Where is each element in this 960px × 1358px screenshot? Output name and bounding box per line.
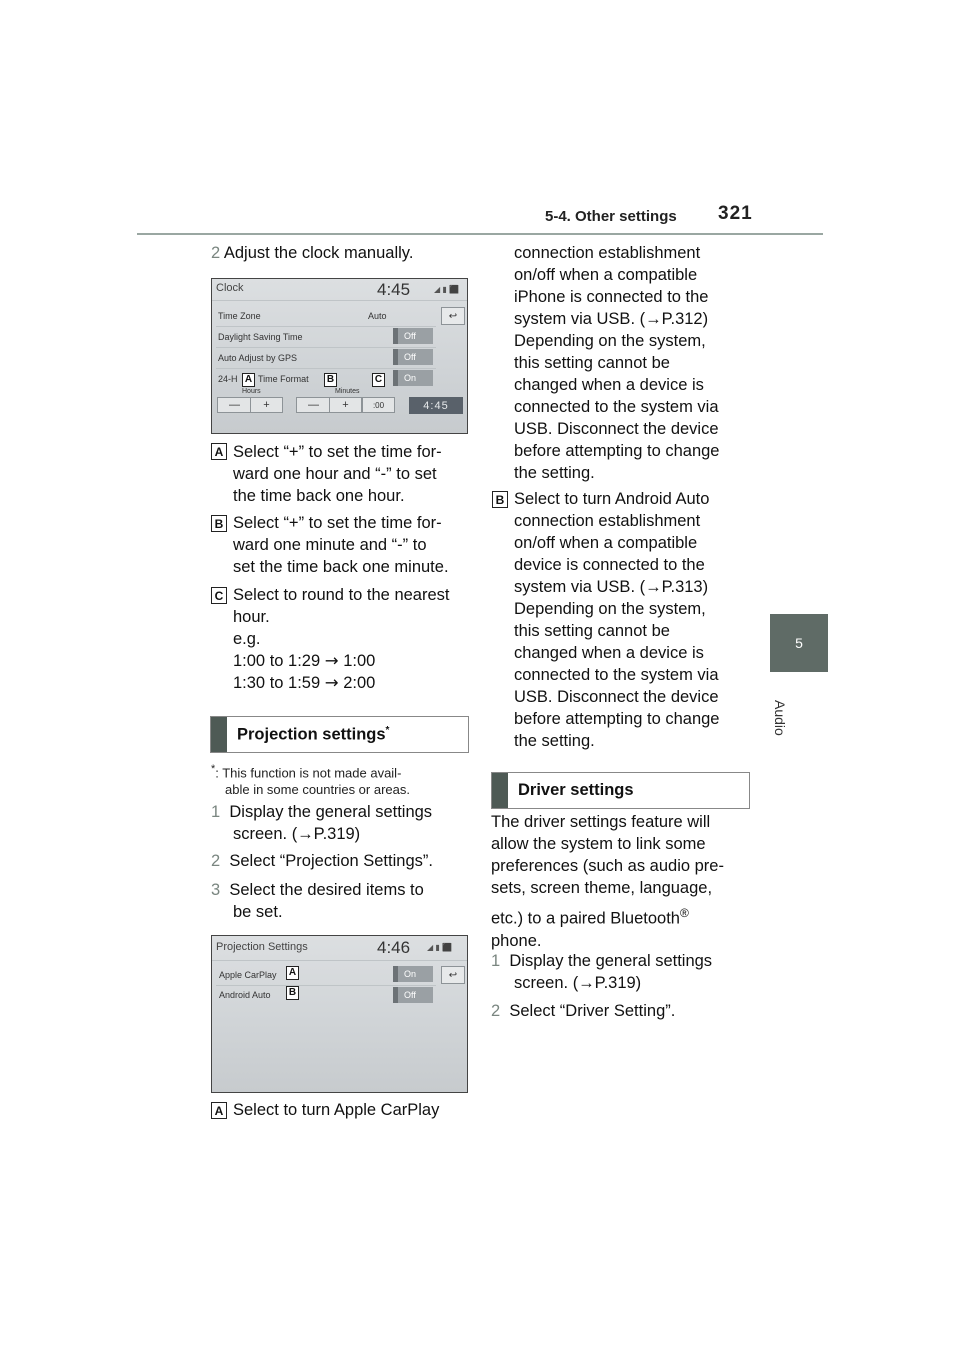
heading-label: Projection settings bbox=[237, 725, 386, 744]
screen-title: Projection Settings bbox=[216, 941, 308, 953]
toggle-value: Off bbox=[404, 990, 416, 1000]
row-label: Auto Adjust by GPS bbox=[218, 353, 298, 363]
text-line: USB. Disconnect the device bbox=[514, 420, 719, 438]
text-line: the setting. bbox=[514, 464, 595, 482]
text-line: ward one hour and “-” to set bbox=[233, 465, 437, 483]
minutes-plus-button[interactable]: + bbox=[329, 397, 362, 413]
divider bbox=[216, 347, 436, 348]
step-number: 2 bbox=[211, 852, 221, 870]
daylight-toggle[interactable] bbox=[393, 328, 433, 344]
heading-bar bbox=[492, 773, 508, 808]
text-line: on/off when a compatible bbox=[514, 266, 698, 284]
row-label: Android Auto bbox=[219, 990, 271, 1000]
text-line: hour. bbox=[233, 608, 270, 626]
example-line bbox=[233, 672, 449, 694]
projection-screenshot bbox=[211, 935, 468, 1093]
text-line: system via USB. (→P.313) bbox=[514, 578, 709, 596]
projection-item-a-text: Select to turn Apple CarPlay bbox=[233, 1101, 440, 1119]
projection-item-b-text bbox=[514, 488, 719, 752]
projection-step-3 bbox=[211, 879, 424, 923]
text-line: e.g. bbox=[233, 630, 261, 648]
toggle-value: On bbox=[404, 373, 417, 383]
step-text: Select “Driver Setting”. bbox=[509, 1002, 676, 1020]
callout-a: A bbox=[242, 373, 255, 387]
section-title: 5-4. Other settings bbox=[545, 208, 677, 225]
android-auto-toggle[interactable] bbox=[393, 987, 433, 1003]
label-b: B bbox=[211, 515, 227, 532]
step-text: screen. (→P.319) bbox=[233, 825, 361, 843]
round-button[interactable]: :00 bbox=[362, 397, 395, 413]
label-a: A bbox=[211, 443, 227, 460]
text-line: system via USB. (→P.312) bbox=[514, 310, 709, 328]
text-line: Select “+” to set the time for- bbox=[233, 514, 442, 532]
minutes-label: Minutes bbox=[335, 388, 360, 395]
step-number: 2 bbox=[491, 1002, 501, 1020]
text-line: connected to the system via bbox=[514, 666, 719, 684]
screen-title: Clock bbox=[216, 282, 244, 294]
toggle-value: Off bbox=[404, 352, 416, 362]
driver-settings-heading bbox=[491, 772, 750, 809]
text-line: Select to round to the nearest bbox=[233, 586, 450, 604]
row-label: Time Zone bbox=[218, 311, 261, 321]
asterisk: * bbox=[211, 763, 216, 775]
text-line: iPhone is connected to the bbox=[514, 288, 709, 306]
chapter-label-text: Audio bbox=[772, 700, 788, 736]
text-line: on/off when a compatible bbox=[514, 534, 698, 552]
example-to: 2:00 bbox=[343, 674, 376, 692]
minutes-minus-button[interactable]: — bbox=[296, 397, 331, 413]
step-number: 2 bbox=[211, 244, 221, 262]
text-line: phone. bbox=[491, 931, 542, 950]
projection-step-2 bbox=[211, 850, 433, 872]
driver-step-2 bbox=[491, 1000, 675, 1022]
example-from: 1:30 to 1:59 bbox=[233, 674, 321, 692]
text-line: before attempting to change bbox=[514, 442, 720, 460]
hours-label: Hours bbox=[242, 388, 261, 395]
line-text: etc.) to a paired Bluetooth bbox=[491, 909, 680, 928]
footnote-text: : This function is not made avail- bbox=[215, 765, 402, 781]
divider bbox=[216, 368, 436, 369]
callout-c: C bbox=[372, 373, 385, 387]
text-line: connection establishment bbox=[514, 244, 701, 262]
step-number: 3 bbox=[211, 881, 221, 899]
row-label: Apple CarPlay bbox=[219, 970, 277, 980]
step-text: screen. (→P.319) bbox=[514, 974, 642, 992]
divider bbox=[212, 300, 467, 301]
text-line: allow the system to link some bbox=[491, 835, 706, 853]
step-2 bbox=[211, 242, 413, 264]
heading-bar bbox=[211, 717, 227, 752]
arrow-icon: → bbox=[324, 673, 339, 692]
text-line: Depending on the system, bbox=[514, 332, 706, 350]
page-number: 321 bbox=[718, 203, 753, 224]
text-line: Depending on the system, bbox=[514, 600, 706, 618]
example-to: 1:00 bbox=[343, 652, 376, 670]
back-arrow-icon: ↩ bbox=[448, 310, 458, 322]
driver-step-1 bbox=[491, 950, 712, 994]
callout-a: A bbox=[286, 966, 299, 980]
chapter-label bbox=[762, 700, 802, 760]
back-button[interactable] bbox=[441, 966, 465, 984]
time-display: 4:45 bbox=[409, 397, 463, 414]
footnote-line bbox=[211, 761, 410, 781]
callout-b: B bbox=[324, 373, 337, 387]
clock-screenshot bbox=[211, 278, 468, 434]
chapter-tab bbox=[770, 614, 828, 672]
label-b: B bbox=[492, 491, 508, 508]
label-a: A bbox=[211, 1102, 227, 1119]
text-line: The driver settings feature will bbox=[491, 813, 711, 831]
gps-toggle[interactable] bbox=[393, 349, 433, 365]
step-text: Select “Projection Settings”. bbox=[229, 852, 433, 870]
text-line: changed when a device is bbox=[514, 644, 704, 662]
divider bbox=[212, 960, 467, 961]
toggle-indicator bbox=[393, 987, 398, 1003]
projection-step-1 bbox=[211, 801, 432, 845]
text-line: before attempting to change bbox=[514, 710, 720, 728]
divider bbox=[216, 326, 436, 327]
text-line: changed when a device is bbox=[514, 376, 704, 394]
step-text: Display the general settings bbox=[509, 952, 713, 970]
callout-b: B bbox=[286, 986, 299, 1000]
text-line: Select “+” to set the time for- bbox=[233, 443, 442, 461]
arrow-icon: → bbox=[324, 651, 339, 670]
row-label-2: Time Format bbox=[258, 374, 309, 384]
step-text: Display the general settings bbox=[229, 803, 433, 821]
text-line: the time back one hour. bbox=[233, 487, 405, 505]
text-line: ward one minute and “-” to bbox=[233, 536, 427, 554]
text-line: sets, screen theme, language, bbox=[491, 879, 713, 897]
hours-plus-button[interactable]: + bbox=[250, 397, 283, 413]
screen-time: 4:45 bbox=[377, 280, 411, 299]
carplay-toggle[interactable] bbox=[393, 966, 433, 982]
toggle-indicator bbox=[393, 328, 398, 344]
back-arrow-icon: ↩ bbox=[448, 969, 458, 981]
text-line: preferences (such as audio pre- bbox=[491, 857, 724, 875]
heading-text: Driver settings bbox=[518, 781, 634, 799]
chapter-number: 5 bbox=[795, 635, 803, 651]
label-c: C bbox=[211, 587, 227, 604]
item-a-text bbox=[233, 441, 442, 507]
screen-time: 4:46 bbox=[377, 938, 411, 957]
text-line bbox=[491, 902, 724, 930]
step-text: be set. bbox=[233, 903, 283, 921]
text-line: this setting cannot be bbox=[514, 622, 670, 640]
text-line: connection establishment bbox=[514, 512, 701, 530]
text-line: Select to turn Android Auto bbox=[514, 490, 710, 508]
step-text: Select the desired items to bbox=[229, 881, 424, 899]
divider bbox=[216, 985, 436, 986]
toggle-indicator bbox=[393, 966, 398, 982]
text-line: connected to the system via bbox=[514, 398, 719, 416]
24h-toggle[interactable] bbox=[393, 370, 433, 386]
item-c-text bbox=[233, 584, 449, 694]
row-value: Auto bbox=[368, 311, 387, 321]
item-b-text bbox=[233, 512, 449, 578]
asterisk: * bbox=[385, 724, 390, 736]
step-number: 1 bbox=[211, 803, 221, 821]
toggle-value: Off bbox=[404, 331, 416, 341]
back-button[interactable] bbox=[441, 307, 465, 325]
text-line: set the time back one minute. bbox=[233, 558, 449, 576]
projection-item-a-continued bbox=[514, 242, 719, 484]
registered-mark: ® bbox=[679, 906, 689, 920]
example-line bbox=[233, 650, 449, 672]
row-label: Daylight Saving Time bbox=[218, 332, 303, 342]
step-number: 1 bbox=[491, 952, 501, 970]
example-from: 1:00 to 1:29 bbox=[233, 652, 321, 670]
heading-text bbox=[237, 725, 389, 745]
text-line: device is connected to the bbox=[514, 556, 705, 574]
text-line: the setting. bbox=[514, 732, 595, 750]
status-icons: ◢ ▮ ⬛ bbox=[434, 285, 459, 294]
projection-settings-heading bbox=[210, 716, 469, 753]
driver-paragraph bbox=[491, 811, 724, 952]
toggle-value: On bbox=[404, 969, 417, 979]
step-text: Adjust the clock manually. bbox=[223, 244, 414, 262]
footnote bbox=[211, 761, 410, 798]
status-icons: ◢ ▮ ⬛ bbox=[427, 943, 452, 952]
header-rule bbox=[137, 233, 823, 235]
toggle-indicator bbox=[393, 349, 398, 365]
text-line: USB. Disconnect the device bbox=[514, 688, 719, 706]
footnote-line: able in some countries or areas. bbox=[225, 782, 410, 798]
hours-minus-button[interactable]: — bbox=[217, 397, 252, 413]
toggle-indicator bbox=[393, 370, 398, 386]
row-label: 24-H bbox=[218, 374, 238, 384]
text-line: this setting cannot be bbox=[514, 354, 670, 372]
